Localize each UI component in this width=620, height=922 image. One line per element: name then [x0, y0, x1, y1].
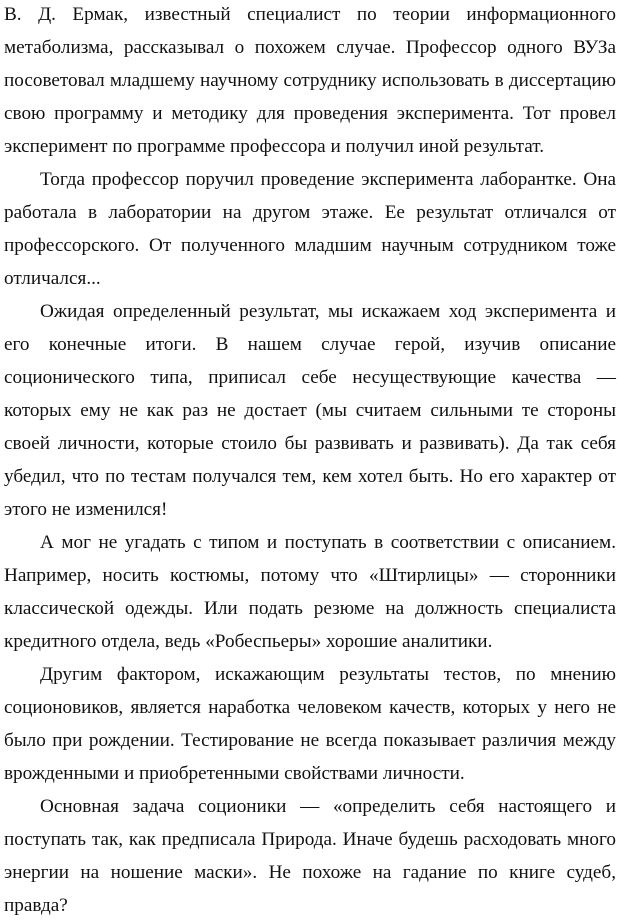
paragraph-lab-assistant: Тогда профессор поручил проведение эксперимента лаборантке. Она работала в лаборатории на другом этаже. Ее результат отличался от профессорского. От полученного младшим научным сотрудником тоже отличался... — [4, 169, 616, 289]
paragraph-wrong-type: А мог не угадать с типом и поступать в соответствии с описанием. Например, носить костюмы, потому что «Штирлицы» — сторонники классической одежды. Или подать резюме на должность специалиста кредитного отдела, ведь «Робеспьеры» хорошие аналитики. — [4, 532, 616, 652]
paragraph-ermak-story: В. Д. Ермак, известный специалист по теории информационного метаболизма, рассказывал о похожем случае. Профессор одного ВУЗа посоветовал младшему научному сотруднику использовать в диссертацию свою программу и методику для проведения эксперимента. Тот провел эксперимент по программе профессора и получил иной результат. — [4, 4, 616, 157]
paragraph-expectation-bias: Ожидая определенный результат, мы искажаем ход эксперимента и его конечные итоги. В нашем случае герой, изучив описание соционического типа, приписал себе несуществующие качества — которых ему не как раз не достает (мы считаем сильными те стороны своей личности, которые стоило бы развивать и развивать). Да так себя убедил, что по тестам получался тем, кем хотел быть. Но его характер от этого не изменился! — [4, 301, 616, 520]
document-page — [4, 0, 616, 922]
paragraph-acquired-qualities: Другим фактором, искажающим результаты тестов, по мнению соционовиков, является наработка человеком качеств, которых у него не было при рождении. Тестирование не всегда показывает различия между врожденными и приобретенными свойствами личности. — [4, 664, 616, 784]
paragraph-main-task: Основная задача соционики — «определить себя настоящего и поступать так, как предписала Природа. Иначе будешь расходовать много энергии на ношение маски». Не похоже на гадание по книге судеб, правда? — [4, 796, 616, 916]
